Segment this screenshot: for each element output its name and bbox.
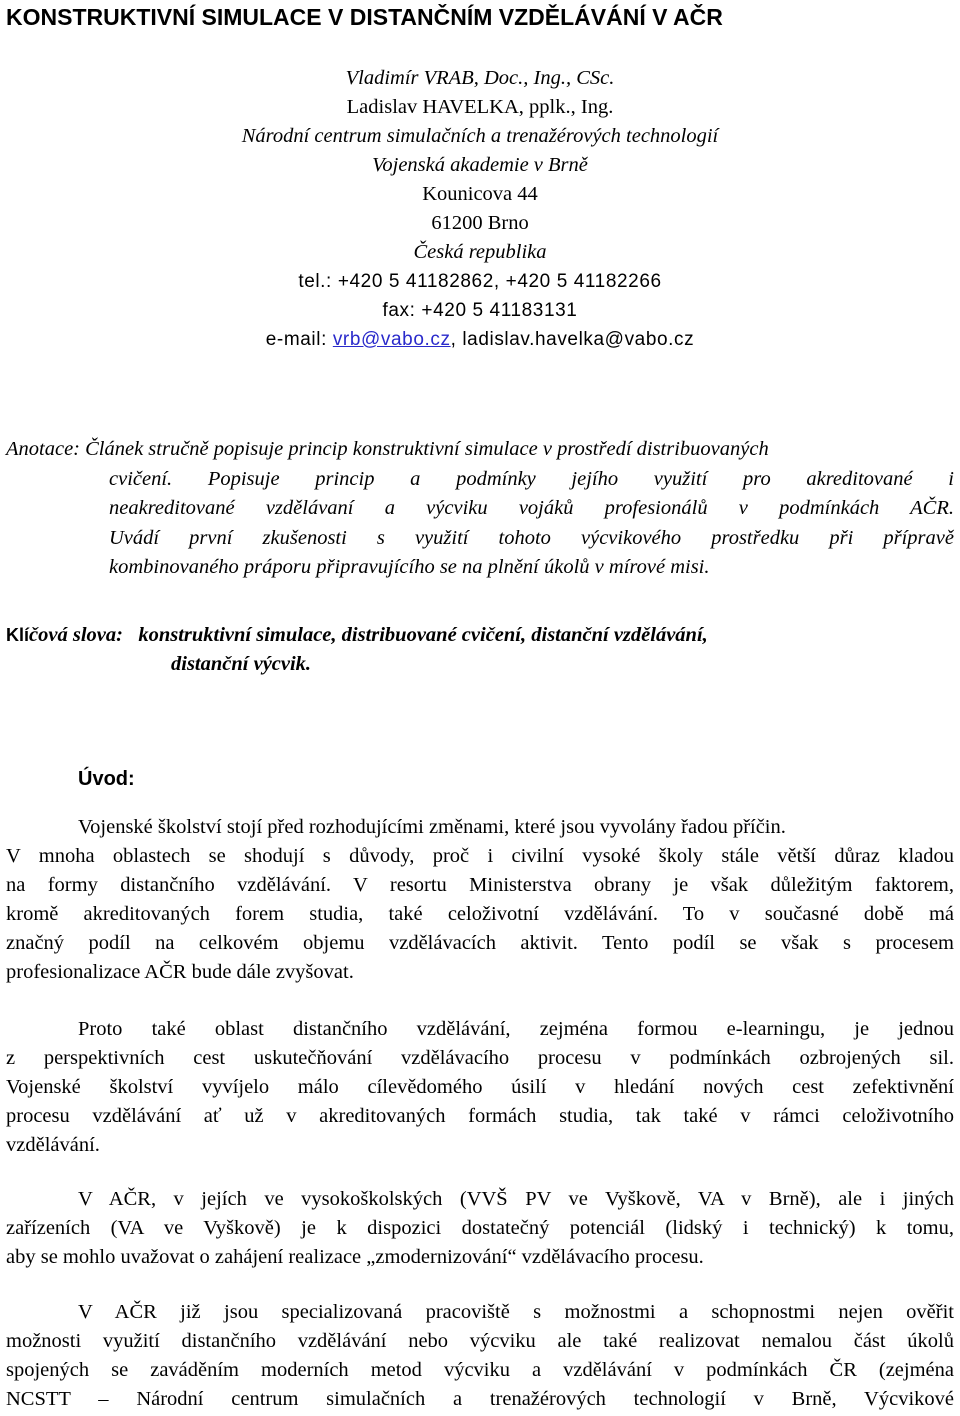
email-line [0,325,960,354]
keywords-line [6,621,954,650]
keywords-label-rest: čová slova: [29,624,123,646]
paragraph-3 [6,1185,954,1272]
paragraph-line: na formy distančního vzdělávání. V resortu Ministerstva obrany je však důležitým faktorem, [6,874,954,896]
abstract-line: Anotace: Článek stručně popisuje princip konstruktivní simulace v prostředí distribuovaných [6,438,769,460]
institution-name: Národní centrum simulačních a trenažérových technologií [241,125,719,147]
section-heading: Úvod: [78,768,135,790]
city-address: 61200 Brno [431,212,529,234]
paragraph-4 [6,1298,954,1414]
email-text-2: ladislav.havelka@vabo.cz [462,329,695,350]
abstract-block [6,435,954,583]
keywords-list-2: distanční výcvik. [171,653,312,675]
paragraph-line: Proto také oblast distančního vzdělávání, zejména formou e-learningu, je jednou [78,1018,954,1040]
telephone-line: tel.: +420 5 41182862, +420 5 41182266 [298,271,662,292]
paragraph-line: Vojenské školství vyvíjelo málo cílevědomého úsilí v hledání nových cest zefektivnění [6,1076,954,1098]
paragraph-line: V AČR, v jejích ve vysokoškolských (VVŠ PV ve Vyškově, VA v Brně), ale i jiných [78,1188,954,1210]
abstract-line: cvičení. Popisuje princip a podmínky jejího využití pro akreditované i [109,467,954,490]
paragraph-line: NCSTT – Národní centrum simulačních a trenažérových technologií v Brně, Výcvikové [6,1388,954,1410]
paragraph-line: zařízeních (VA ve Vyškově) je k dispozici dostatečný potenciál (lidský i technický) k tomu, [6,1217,954,1239]
author-block [0,64,960,354]
document-title: KONSTRUKTIVNÍ SIMULACE V DISTANČNÍM VZDĚLÁVÁNÍ V AČR [6,4,723,30]
paragraph-line: V AČR již jsou specializovaná pracoviště s možnostmi a schopnostmi nejen ověřit [78,1301,954,1323]
fax-line: fax: +420 5 41183131 [382,300,578,321]
email-prefix: e-mail: [265,329,333,350]
abstract-line: Uvádí první zkušenosti s využití tohoto výcvikového prostředku při přípravě [109,526,954,549]
author-name-1: Vladimír VRAB, Doc., Ing., CSc. [345,67,615,89]
keywords-label-prefix: Klí [6,625,30,645]
country-name: Česká republika [413,241,547,263]
author-name-2: Ladislav HAVELKA, pplk., Ing. [346,96,614,118]
abstract-line: neakreditované vzdělávaní a výcviku vojáků profesionálů v podmínkách AČR. [109,497,954,519]
paragraph-line: profesionalizace AČR bude dále zvyšovat. [6,961,354,983]
paragraph-line: vzdělávání. [6,1134,100,1156]
email-link-1[interactable]: vrb@vabo.cz [332,329,451,350]
paragraph-line: z perspektivních cest uskutečňování vzdělávacího procesu v podmínkách ozbrojených sil. [6,1047,954,1069]
paragraph-line: značný podíl na celkovém objemu vzdělávacích aktivit. Tento podíl se však s procesem [6,932,954,954]
paragraph-line: možnosti využití distančního vzdělávání nebo výcviku ale také realizovat nemalou část úkolů [6,1330,954,1352]
keywords-block [6,621,954,679]
paragraph-line: procesu vzdělávání ať už v akreditovaných formách studia, tak také v rámci celoživotního [6,1105,954,1127]
paragraph-line: V mnoha oblastech se shodují s důvody, proč i civilní vysoké školy stále větší důraz kladou [6,845,954,867]
academy-name: Vojenská akademie v Brně [372,154,588,176]
paragraph-line: Vojenské školství stojí před rozhodujícími změnami, které jsou vyvolány řadou příčin. [78,816,786,838]
abstract-line: kombinovaného práporu připravujícího se na plnění úkolů v mírové misi. [109,556,710,578]
paragraph-1 [6,813,954,987]
paragraph-line: spojených se zaváděním moderních metod výcviku a vzdělávání v podmínkách ČR (zejména [6,1359,954,1381]
keywords-list-1: konstruktivní simulace, distribuované cvičení, distanční vzdělávání, [138,624,708,646]
email-separator: , [450,329,463,350]
paragraph-2 [6,1015,954,1160]
paragraph-line: kromě akreditovaných forem studia, také celoživotní vzdělávání. To v současné době má [6,903,954,925]
street-address: Kounicova 44 [422,183,538,205]
paragraph-line: aby se mohlo uvažovat o zahájení realizace „zmodernizování“ vzdělávacího procesu. [6,1246,704,1268]
